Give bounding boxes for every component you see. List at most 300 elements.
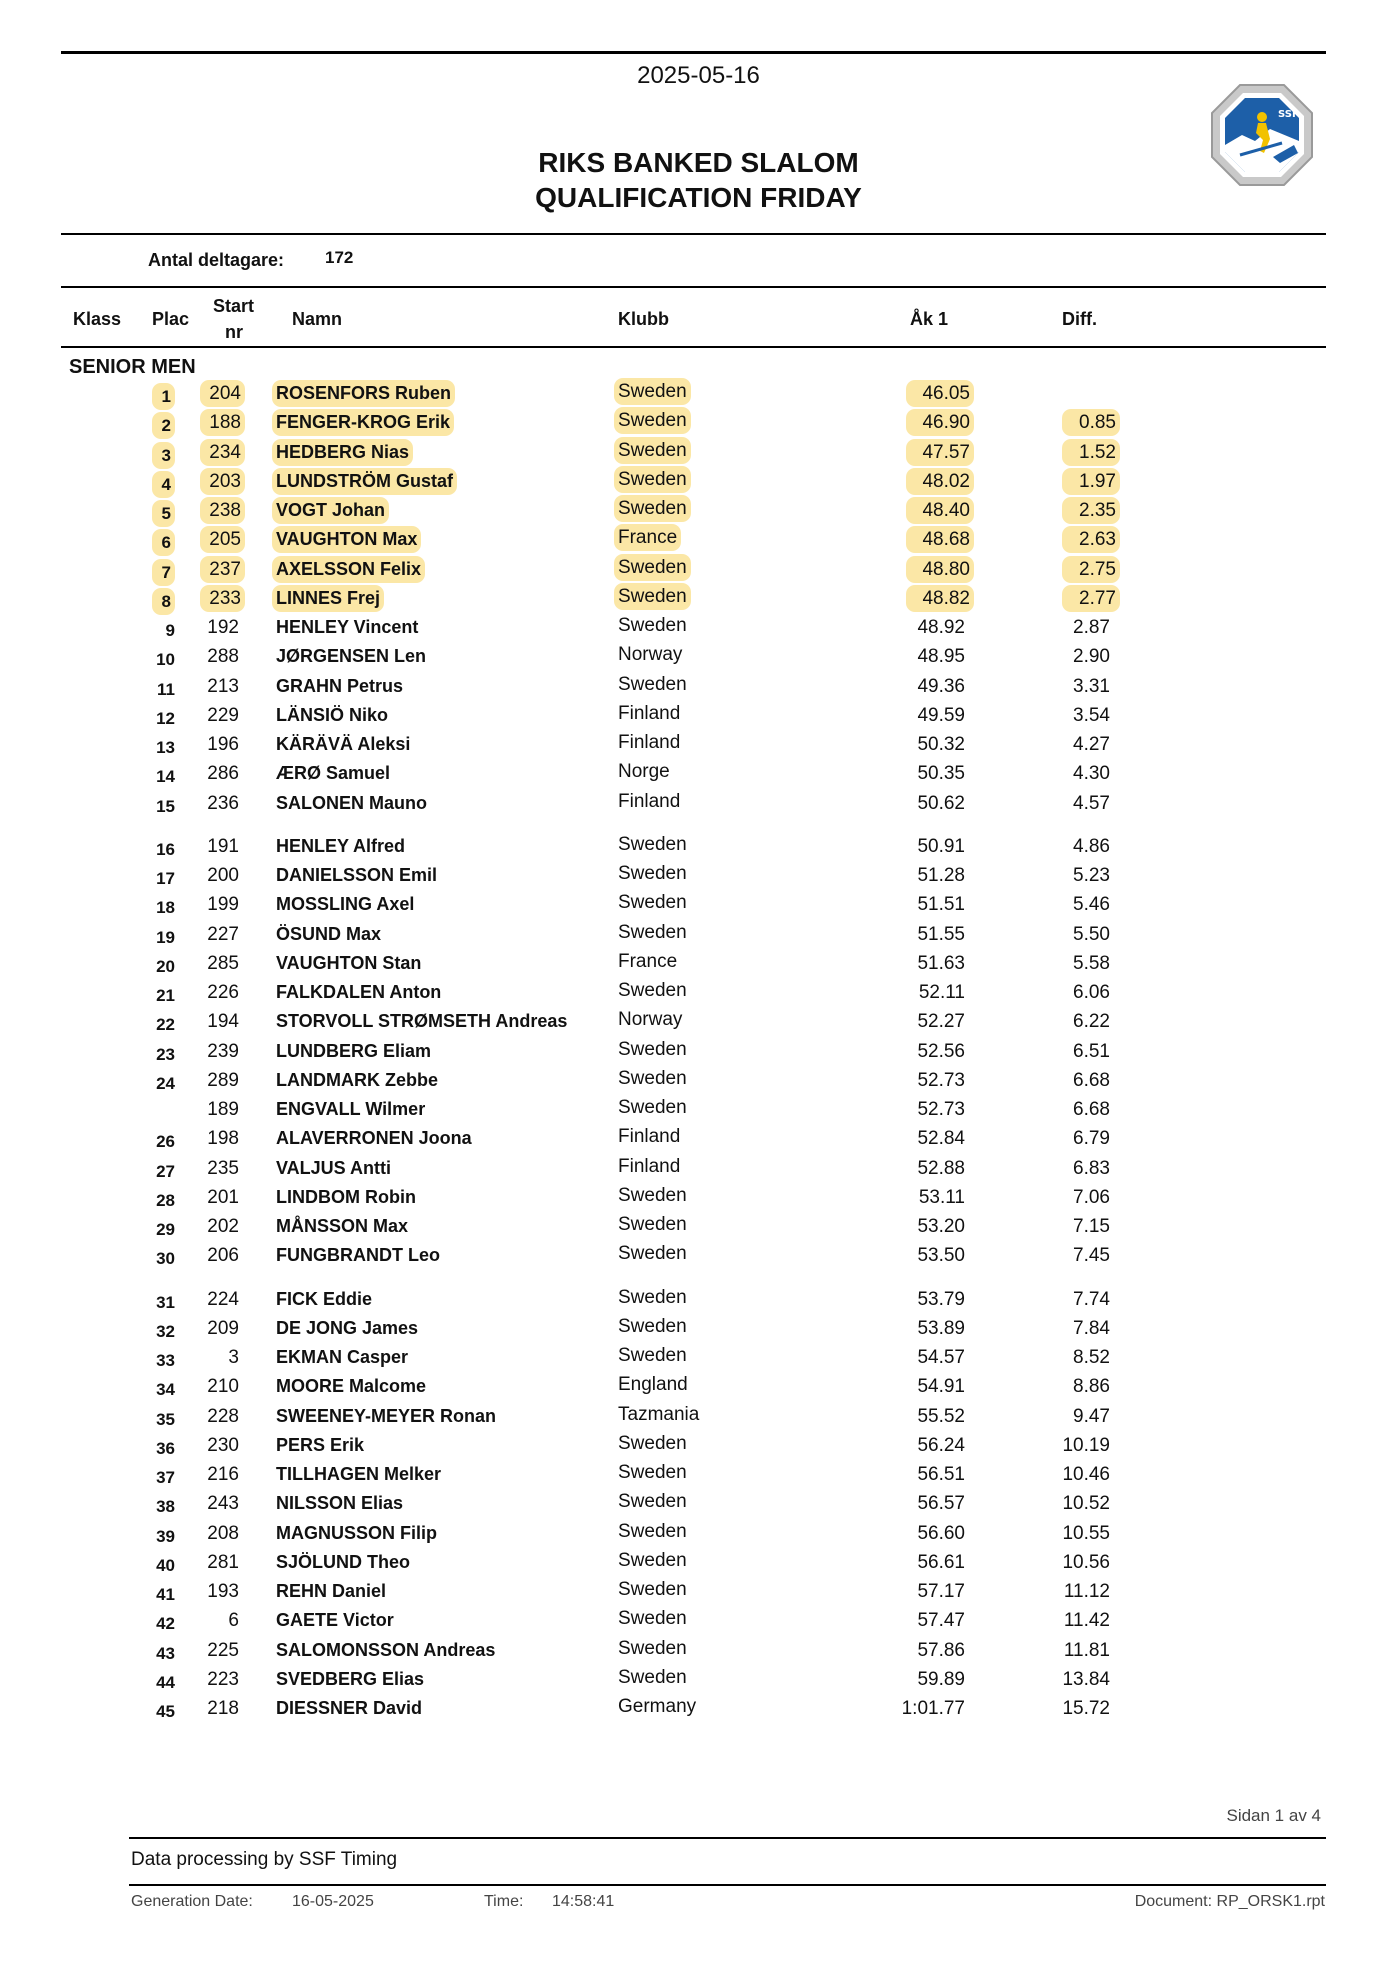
document-name: Document: RP_ORSK1.rpt (1134, 1893, 1325, 1910)
table-row (0, 439, 1397, 468)
club-name: Norge (618, 761, 670, 783)
start-number: 236 (207, 792, 239, 814)
placing: 7 (152, 559, 175, 586)
athlete-name: FUNGBRANDT Leo (276, 1245, 440, 1266)
report-title-line2: QUALIFICATION FRIDAY (535, 182, 862, 213)
table-row (0, 950, 1397, 979)
start-number: 216 (207, 1464, 239, 1485)
placing: 43 (156, 1643, 175, 1663)
col-klubb: Klubb (618, 309, 669, 329)
start-number: 286 (207, 763, 239, 785)
run-time: 52.11 (918, 982, 965, 1003)
time-difference: 1.52 (1062, 439, 1120, 466)
athlete-name: DIESSNER David (276, 1698, 423, 1718)
run-time: 50.62 (917, 792, 965, 814)
start-number: 201 (207, 1186, 239, 1208)
club-name: Sweden (618, 863, 687, 884)
placing: 27 (156, 1161, 175, 1181)
time-difference: 7.84 (1073, 1317, 1110, 1339)
start-number: 226 (207, 982, 239, 1003)
athlete-name: SALOMONSSON Andreas (276, 1639, 496, 1660)
athlete-name: NILSSON Elias (276, 1493, 404, 1514)
table-row (0, 862, 1397, 891)
athlete-name: TILLHAGEN Melker (276, 1464, 442, 1484)
time-difference: 9.47 (1073, 1405, 1110, 1427)
start-number: 204 (200, 380, 245, 407)
table-row (0, 1184, 1397, 1213)
athlete-name: MOORE Malcome (276, 1376, 427, 1397)
club-name: Sweden (618, 1345, 687, 1366)
run-time: 48.40 (906, 497, 974, 524)
club-name: Sweden (618, 673, 687, 695)
table-row (0, 1213, 1397, 1242)
club-name: Sweden (618, 615, 687, 636)
club-name: Finland (618, 702, 681, 724)
time-label: Time: (484, 1893, 524, 1910)
col-namn: Namn (292, 309, 343, 329)
club-name: Sweden (618, 980, 687, 1001)
club-name: Sweden (618, 1243, 687, 1265)
placing: 31 (156, 1292, 175, 1312)
table-row (0, 643, 1397, 672)
run-time: 53.79 (917, 1288, 965, 1310)
club-name: Sweden (618, 1214, 687, 1235)
placing: 39 (156, 1526, 175, 1546)
club-name: Sweden (618, 1549, 687, 1571)
run-time: 52.27 (917, 1011, 965, 1033)
placing: 34 (156, 1380, 175, 1400)
club-name: Sweden (618, 1067, 687, 1089)
run-time: 50.32 (917, 734, 965, 755)
participants-label: Antal deltagare: (148, 250, 285, 270)
time-difference: 8.86 (1073, 1376, 1110, 1398)
time-difference: 1.97 (1062, 468, 1120, 495)
time-difference: 7.15 (1073, 1216, 1110, 1237)
placing: 41 (156, 1585, 175, 1604)
run-time: 51.55 (917, 923, 965, 945)
club-name: Sweden (618, 1491, 687, 1513)
start-number: 288 (207, 646, 239, 668)
table-row (0, 1490, 1397, 1519)
placing: 17 (156, 869, 175, 888)
header-rule (61, 233, 1326, 235)
table-row (0, 1067, 1397, 1096)
run-time: 53.20 (917, 1216, 965, 1237)
table-row (0, 468, 1397, 497)
placing: 35 (156, 1409, 175, 1429)
start-number: 235 (207, 1157, 239, 1179)
athlete-name: LINDBOM Robin (276, 1186, 416, 1207)
time-difference: 7.06 (1073, 1186, 1110, 1208)
placing: 15 (156, 796, 175, 816)
start-number: 239 (207, 1040, 239, 1062)
start-number: 210 (207, 1376, 239, 1398)
athlete-name: HEDBERG Nias (272, 439, 413, 466)
club-name: Tazmania (618, 1403, 700, 1425)
time-difference: 2.75 (1062, 556, 1120, 583)
athlete-name: SWEENEY-MEYER Ronan (276, 1405, 497, 1426)
table-row (0, 1607, 1397, 1636)
footer-rule-bottom (129, 1884, 1326, 1886)
table-row (0, 526, 1397, 555)
athlete-name: VOGT Johan (272, 497, 389, 524)
time-difference: 10.46 (1062, 1464, 1110, 1485)
time-difference: 2.77 (1062, 585, 1120, 612)
time-difference: 2.63 (1062, 526, 1120, 553)
athlete-name: ÆRØ Samuel (276, 763, 391, 784)
time-difference: 4.27 (1073, 734, 1110, 755)
time-difference: 0.85 (1062, 409, 1120, 436)
col-ak1: Åk 1 (910, 309, 949, 329)
club-name: Sweden (618, 921, 687, 943)
run-time: 47.57 (906, 439, 974, 466)
col-klass: Klass (73, 309, 122, 329)
run-time: 50.91 (917, 835, 965, 857)
placing: 4 (152, 471, 175, 498)
time-difference: 10.56 (1062, 1551, 1110, 1573)
club-name: Sweden (614, 583, 691, 610)
data-processing-credit: Data processing by SSF Timing (131, 1849, 398, 1870)
placing: 5 (152, 500, 175, 527)
club-name: France (614, 524, 681, 551)
club-name: Germany (618, 1696, 697, 1717)
report-title-line1: RIKS BANKED SLALOM (538, 147, 859, 178)
run-time: 53.89 (917, 1317, 965, 1339)
placing: 37 (156, 1468, 175, 1487)
table-row (0, 1403, 1397, 1432)
athlete-name: MAGNUSSON Filip (276, 1522, 437, 1543)
club-name: Norway (618, 644, 683, 666)
time-difference: 2.35 (1062, 497, 1120, 524)
table-row (0, 614, 1397, 643)
time-difference: 10.55 (1062, 1522, 1110, 1544)
col-start-line2: nr (225, 322, 243, 342)
run-time: 52.56 (917, 1040, 965, 1062)
run-time: 52.73 (917, 1069, 965, 1091)
time-difference: 4.57 (1073, 792, 1110, 814)
athlete-name: DANIELSSON Emil (276, 865, 438, 885)
start-number: 234 (200, 439, 245, 466)
time-difference: 7.74 (1073, 1288, 1110, 1310)
time-difference: 6.22 (1073, 1011, 1110, 1033)
table-row (0, 1432, 1397, 1461)
time-difference: 6.68 (1073, 1099, 1110, 1120)
placing: 11 (157, 679, 175, 699)
start-number: 200 (207, 865, 239, 886)
start-number: 203 (200, 468, 245, 495)
club-name: Sweden (618, 1608, 687, 1630)
run-time: 53.50 (917, 1245, 965, 1267)
placing: 2 (152, 412, 175, 439)
time-difference: 15.72 (1062, 1698, 1110, 1719)
run-time: 59.89 (917, 1668, 965, 1690)
athlete-name: VAUGHTON Max (272, 526, 421, 553)
run-time: 48.80 (906, 556, 974, 583)
time-difference: 11.81 (1063, 1639, 1110, 1661)
start-number: 198 (207, 1128, 239, 1150)
start-number: 233 (200, 585, 245, 612)
club-name: Sweden (614, 495, 691, 522)
columns-rule (61, 346, 1326, 348)
athlete-name: LUNDBERG Eliam (276, 1040, 432, 1061)
time-difference: 3.54 (1073, 704, 1110, 726)
club-name: Sweden (618, 833, 687, 855)
table-row (0, 380, 1397, 409)
col-diff: Diff. (1062, 309, 1097, 329)
club-name: Sweden (618, 1579, 687, 1600)
page-counter: Sidan 1 av 4 (1226, 1806, 1321, 1825)
table-row (0, 1344, 1397, 1373)
run-time: 54.57 (917, 1347, 965, 1368)
time-difference: 2.90 (1073, 646, 1110, 668)
time-difference: 6.83 (1073, 1157, 1110, 1179)
placing: 38 (156, 1497, 175, 1517)
placing: 8 (152, 588, 175, 615)
start-number: 281 (207, 1551, 239, 1573)
placing: 18 (156, 898, 175, 918)
club-name: Finland (618, 1126, 681, 1148)
club-name: Sweden (618, 1462, 687, 1483)
time-difference: 5.23 (1073, 865, 1110, 886)
time-difference: 4.86 (1073, 835, 1110, 857)
participants-count: 172 (325, 248, 354, 267)
run-time: 57.17 (917, 1581, 965, 1602)
time-difference: 10.19 (1062, 1434, 1110, 1456)
start-number: 194 (207, 1011, 239, 1033)
run-time: 1:01.77 (901, 1698, 965, 1719)
run-time: 48.92 (917, 617, 965, 638)
table-row (0, 1155, 1397, 1184)
generation-date-value: 16-05-2025 (292, 1893, 374, 1910)
athlete-name: HENLEY Vincent (276, 617, 419, 637)
club-name: Sweden (618, 1286, 687, 1308)
athlete-name: JØRGENSEN Len (276, 646, 427, 667)
start-number: 3 (228, 1347, 239, 1368)
time-difference: 11.12 (1063, 1581, 1110, 1602)
run-time: 56.60 (917, 1522, 965, 1544)
club-name: Sweden (618, 1315, 687, 1337)
placing: 22 (156, 1015, 175, 1035)
start-number: 213 (207, 675, 239, 697)
table-row (0, 1695, 1397, 1724)
time-difference: 4.30 (1073, 763, 1110, 785)
report-date: 2025-05-16 (637, 62, 760, 89)
club-name: England (618, 1374, 688, 1396)
table-row (0, 1286, 1397, 1315)
athlete-name: ALAVERRONEN Joona (276, 1128, 472, 1149)
run-time: 48.68 (906, 526, 974, 553)
athlete-name: FENGER-KROG Erik (272, 409, 454, 436)
athlete-name: HENLEY Alfred (276, 835, 406, 856)
placing: 1 (152, 383, 175, 410)
table-row (0, 409, 1397, 438)
athlete-name: SVEDBERG Elias (276, 1668, 425, 1689)
club-name: Sweden (618, 1666, 687, 1688)
placing: 36 (156, 1438, 175, 1458)
run-time: 51.63 (917, 952, 965, 974)
footer-rule-top (129, 1837, 1326, 1839)
run-time: 49.36 (917, 675, 965, 697)
start-number: 225 (207, 1639, 239, 1661)
time-difference: 5.50 (1073, 923, 1110, 945)
run-time: 51.28 (917, 865, 965, 886)
time-difference: 6.06 (1073, 982, 1110, 1003)
time-difference: 8.52 (1073, 1347, 1110, 1368)
table-row (0, 673, 1397, 702)
table-row (0, 1038, 1397, 1067)
placing: 14 (156, 767, 175, 787)
start-number: 218 (207, 1698, 239, 1719)
placing: 10 (156, 650, 175, 670)
time-difference: 13.84 (1062, 1668, 1110, 1690)
section-title: SENIOR MEN (69, 356, 196, 378)
placing: 42 (156, 1614, 175, 1634)
col-start-line1: Start (213, 296, 255, 316)
start-number: 196 (207, 734, 239, 755)
start-number: 191 (207, 835, 239, 857)
table-row (0, 1520, 1397, 1549)
athlete-name: VALJUS Antti (276, 1157, 391, 1178)
start-number: 285 (207, 952, 239, 974)
placing: 13 (156, 738, 175, 757)
run-time: 55.52 (917, 1405, 965, 1427)
start-number: 228 (207, 1405, 239, 1427)
athlete-name: MÅNSSON Max (276, 1216, 409, 1236)
start-number: 237 (200, 556, 245, 583)
start-number: 243 (207, 1493, 239, 1515)
placing: 40 (156, 1555, 175, 1575)
athlete-name: MOSSLING Axel (276, 894, 415, 915)
run-time: 46.90 (906, 409, 974, 436)
athlete-name: LANDMARK Zebbe (276, 1069, 438, 1090)
club-name: Finland (618, 1155, 681, 1177)
club-name: Sweden (614, 437, 691, 464)
time-difference: 10.52 (1062, 1493, 1110, 1515)
table-row (0, 1637, 1397, 1666)
table-row (0, 1096, 1397, 1125)
run-time: 53.11 (918, 1186, 965, 1208)
time-difference: 3.31 (1073, 675, 1110, 697)
run-time: 46.05 (906, 380, 974, 407)
athlete-name: REHN Daniel (276, 1581, 387, 1601)
run-time: 52.88 (917, 1157, 965, 1179)
club-name: Sweden (614, 407, 691, 434)
run-time: 51.51 (917, 894, 965, 916)
table-row (0, 979, 1397, 1008)
placing: 21 (156, 986, 175, 1005)
athlete-name: SJÖLUND Theo (276, 1551, 411, 1572)
placing: 44 (156, 1672, 175, 1692)
start-number: 188 (200, 409, 245, 436)
table-row (0, 1315, 1397, 1344)
club-name: Norway (618, 1009, 683, 1031)
table-row (0, 1373, 1397, 1402)
athlete-name: FALKDALEN Anton (276, 982, 442, 1002)
placing: 12 (156, 708, 175, 728)
table-row (0, 731, 1397, 760)
run-time: 57.47 (917, 1610, 965, 1632)
start-number: 224 (207, 1288, 239, 1310)
club-name: Sweden (618, 892, 687, 914)
club-name: Sweden (618, 1637, 687, 1659)
table-row (0, 556, 1397, 585)
athlete-name: SALONEN Mauno (276, 792, 427, 813)
start-number: 209 (207, 1317, 239, 1339)
time-difference: 11.42 (1063, 1610, 1110, 1632)
placing: 20 (156, 956, 175, 976)
placing: 16 (156, 839, 175, 859)
athlete-name: ENGVALL Wilmer (276, 1099, 426, 1119)
table-row (0, 833, 1397, 862)
start-number: 208 (207, 1522, 239, 1544)
start-number: 223 (207, 1668, 239, 1690)
athlete-name: ROSENFORS Ruben (272, 380, 455, 407)
athlete-name: EKMAN Casper (276, 1347, 409, 1367)
club-name: Sweden (618, 1097, 687, 1118)
athlete-name: KÄRÄVÄ Aleksi (276, 734, 411, 754)
run-time: 52.73 (917, 1099, 965, 1120)
placing: 23 (156, 1044, 175, 1064)
club-name: Sweden (618, 1184, 687, 1206)
athlete-name: PERS Erik (276, 1434, 365, 1455)
athlete-name: FICK Eddie (276, 1288, 373, 1309)
athlete-name: VAUGHTON Stan (276, 952, 422, 973)
placing: 26 (156, 1132, 175, 1152)
athlete-name: GRAHN Petrus (276, 675, 404, 696)
start-number: 205 (200, 526, 245, 553)
placing: 45 (156, 1702, 175, 1721)
svg-text:SSF: SSF (1278, 109, 1299, 120)
ssf-logo (1210, 83, 1314, 187)
club-name: Finland (618, 732, 681, 753)
time-difference: 2.87 (1073, 617, 1110, 638)
table-row (0, 921, 1397, 950)
meta-rule (61, 286, 1326, 288)
club-name: Sweden (618, 1432, 687, 1454)
start-number: 229 (207, 704, 239, 726)
start-number: 193 (207, 1581, 239, 1602)
placing: 24 (156, 1073, 175, 1093)
table-row (0, 760, 1397, 789)
time-difference: 6.68 (1073, 1069, 1110, 1091)
table-row (0, 1461, 1397, 1490)
start-number: 230 (207, 1434, 239, 1456)
start-number: 238 (200, 497, 245, 524)
table-row (0, 1008, 1397, 1037)
athlete-name: AXELSSON Felix (272, 556, 425, 583)
run-time: 48.82 (906, 585, 974, 612)
placing: 19 (156, 927, 175, 947)
run-time: 57.86 (917, 1639, 965, 1661)
top-rule (61, 51, 1326, 54)
run-time: 49.59 (917, 704, 965, 726)
run-time: 56.24 (917, 1434, 965, 1456)
run-time: 56.61 (917, 1551, 965, 1573)
run-time: 50.35 (917, 763, 965, 785)
placing: 9 (165, 621, 175, 640)
athlete-name: LINNES Frej (272, 585, 384, 612)
run-time: 54.91 (917, 1376, 965, 1398)
start-number: 202 (207, 1216, 239, 1237)
athlete-name: STORVOLL STRØMSETH Andreas (276, 1011, 568, 1032)
club-name: Sweden (614, 466, 691, 493)
run-time: 56.51 (917, 1464, 965, 1485)
placing: 28 (156, 1190, 175, 1210)
time-difference: 5.46 (1073, 894, 1110, 916)
generation-date-label: Generation Date: (131, 1893, 253, 1910)
club-name: Sweden (618, 1038, 687, 1060)
table-row (0, 497, 1397, 526)
